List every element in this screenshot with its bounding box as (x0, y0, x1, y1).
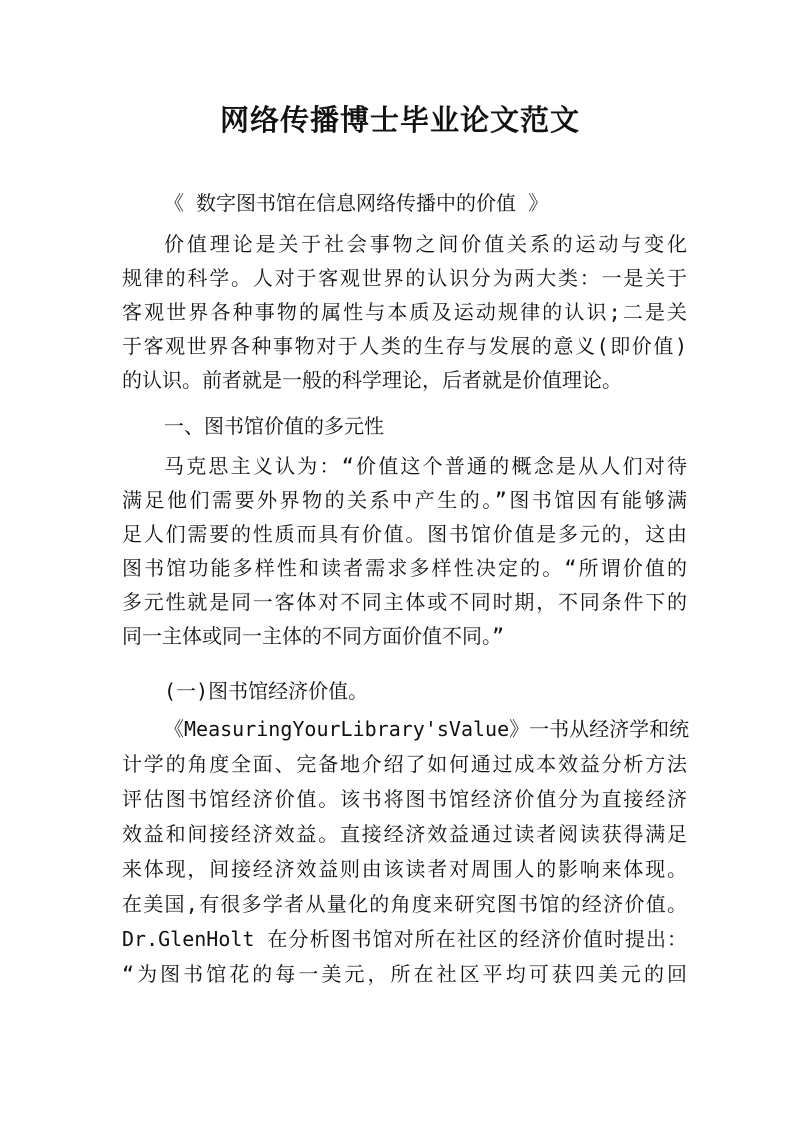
paragraph-line: 评估图书馆经济价值。该书将图书馆经济价值分为直接经济 (122, 787, 687, 811)
paragraph-line: 效益和间接经济效益。直接经济效益通过读者阅读获得满足 (122, 822, 687, 846)
section-heading: 一、图书馆价值的多元性 (164, 414, 384, 438)
subsection-heading: (一)图书馆经济价值。 (164, 679, 369, 703)
paragraph-line: 《MeasuringYourLibrary'sValue》一书从经济学和统 (164, 717, 690, 741)
paragraph-line: Dr.GlenHolt 在分析图书馆对所在社区的经济价值时提出： (122, 927, 687, 951)
paragraph-line: 马克思主义认为：“价值这个普通的概念是从人们对待 (164, 454, 687, 478)
paragraph-line: 规律的科学。人对于客观世界的认识分为两大类：一是关于 (122, 266, 687, 290)
paragraph-line: 客观世界各种事物的属性与本质及运动规律的认识;二是关 (122, 300, 687, 324)
paragraph-line: 多元性就是同一客体对不同主体或不同时期，不同条件下的 (122, 590, 687, 614)
paragraph-line: 图书馆功能多样性和读者需求多样性决定的。“所谓价值的 (122, 556, 687, 580)
paragraph-line: “为图书馆花的每一美元，所在社区平均可获四美元的回 (122, 962, 687, 986)
paragraph-line: 于客观世界各种事物对于人类的生存与发展的意义(即价值) (122, 334, 687, 358)
paragraph-line: 的认识。前者就是一般的科学理论，后者就是价值理论。 (122, 368, 622, 392)
paragraph-line: 价值理论是关于社会事物之间价值关系的运动与变化 (164, 232, 687, 256)
paragraph-line: 足人们需要的性质而具有价值。图书馆价值是多元的，这由 (122, 522, 687, 546)
paragraph-line: 在美国,有很多学者从量化的角度来研究图书馆的经济价值。 (122, 892, 687, 916)
paragraph-line: 同一主体或同一主体的不同方面价值不同。” (122, 624, 505, 648)
paragraph-line: 满足他们需要外界物的关系中产生的。”图书馆因有能够满 (122, 488, 687, 512)
paragraph-line: 计学的角度全面、完备地介绍了如何通过成本效益分析方法 (122, 752, 687, 776)
paragraph-line: 来体现，间接经济效益则由该读者对周围人的影响来体现。 (122, 857, 687, 881)
article-heading: 《 数字图书馆在信息网络传播中的价值 》 (164, 191, 549, 215)
document-title: 网络传播博士毕业论文范文 (219, 103, 580, 137)
